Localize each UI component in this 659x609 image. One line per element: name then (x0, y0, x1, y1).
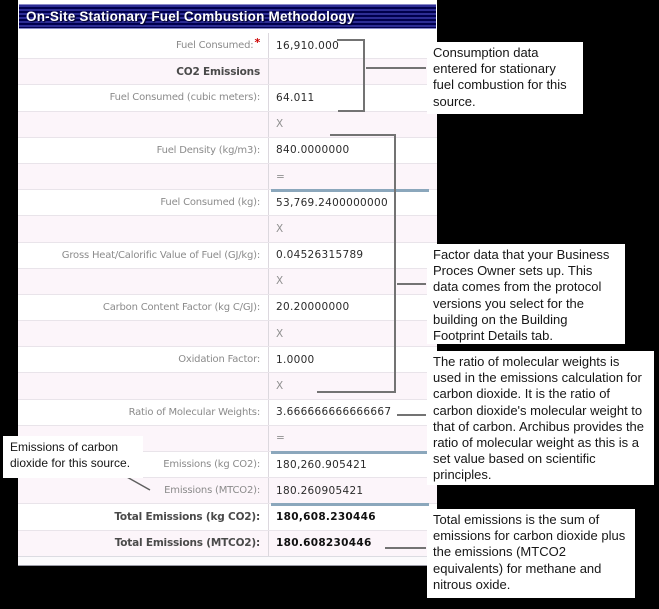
row-value: 0.04526315789 (268, 243, 437, 268)
row-label: Emissions (MTCO2): (164, 485, 260, 497)
table-row (18, 295, 437, 321)
table-row (18, 112, 437, 138)
row-label: Gross Heat/Calorific Value of Fuel (GJ/kg): (61, 249, 260, 261)
table-row (18, 85, 437, 111)
row-label (18, 269, 268, 294)
table-row (18, 164, 437, 190)
table-row (18, 504, 437, 530)
row-label (18, 216, 268, 241)
row-label (18, 373, 268, 398)
row-label: Carbon Content Factor (kg C/GJ): (102, 301, 260, 313)
row-label: Total Emissions (kg CO2): (114, 510, 260, 523)
row-value: 53,769.2400000000 (268, 190, 437, 215)
panel-footer (18, 556, 437, 565)
panel-header (19, 4, 436, 29)
callout-consumption: Consumption data entered for stationary fuel combustion for this source. (427, 42, 583, 114)
row-value: X (268, 269, 437, 294)
row-value: X (268, 373, 437, 398)
row-value: X (268, 112, 437, 137)
row-label: Fuel Density (kg/m3): (156, 144, 260, 156)
table-row (18, 321, 437, 347)
table-row (18, 190, 437, 216)
methodology-panel (18, 0, 437, 566)
callout-ratio: The ratio of molecular weights is used in the emissions calculation for carbon dioxide. It is the ratio of carbon dioxide's molecular weight to that of carbon. Archibus provides the ratio of molecular weight as this is a set value based on scientific principles. (427, 351, 654, 485)
row-value: 1.0000 (268, 347, 437, 372)
table-row (18, 243, 437, 269)
row-label: Fuel Consumed (kg): (160, 197, 260, 209)
table-row (18, 400, 437, 426)
row-value: = (268, 426, 437, 451)
row-value: 64.011 (268, 85, 437, 110)
table-row (18, 269, 437, 295)
row-value: 180,608.230446 (268, 504, 437, 529)
row-value: X (268, 321, 437, 346)
panel-title: On-Site Stationary Fuel Combustion Methodology (26, 9, 355, 24)
table-row (18, 138, 437, 164)
calculation-table (18, 33, 437, 557)
callout-factor: Factor data that your Business Proces Owner sets up. This data comes from the protocol versions you select for the building on the Building Footprint Details tab. (427, 244, 625, 344)
table-row (18, 347, 437, 373)
table-row (18, 59, 437, 85)
row-value: = (268, 164, 437, 189)
table-row (18, 373, 437, 399)
callout-co2-source: Emissions of carbon dioxide for this source. (3, 436, 143, 478)
table-row (18, 33, 437, 59)
row-label (18, 112, 268, 137)
row-label: Fuel Consumed: * (175, 36, 260, 52)
row-value-input[interactable]: 16,910.000 (268, 33, 437, 58)
table-row (18, 531, 437, 557)
callout-total: Total emissions is the sum of emissions for carbon dioxide plus the emissions (MTCO2 equivalents) for methane and nitrous oxide. (427, 509, 635, 598)
row-value: 3.666666666666667 (268, 400, 437, 425)
row-label: Ratio of Molecular Weights: (128, 406, 260, 418)
row-label: Fuel Consumed (cubic meters): (109, 92, 260, 104)
row-value: 180,260.905421 (268, 452, 437, 477)
row-label: Total Emissions (MTCO2): (114, 537, 260, 550)
row-value (268, 59, 437, 84)
row-value: 20.20000000 (268, 295, 437, 320)
row-value: X (268, 216, 437, 241)
row-label: CO2 Emissions (176, 65, 260, 78)
row-value: 840.0000000 (268, 138, 437, 163)
row-value: 180.608230446 (268, 531, 437, 556)
row-label: Emissions (kg CO2): (163, 459, 260, 471)
row-label: Oxidation Factor: (178, 354, 260, 366)
required-asterisk: * (254, 36, 260, 50)
table-row (18, 478, 437, 504)
row-value: 180.260905421 (268, 478, 437, 503)
table-row (18, 216, 437, 242)
row-label (18, 321, 268, 346)
row-label (18, 164, 268, 189)
